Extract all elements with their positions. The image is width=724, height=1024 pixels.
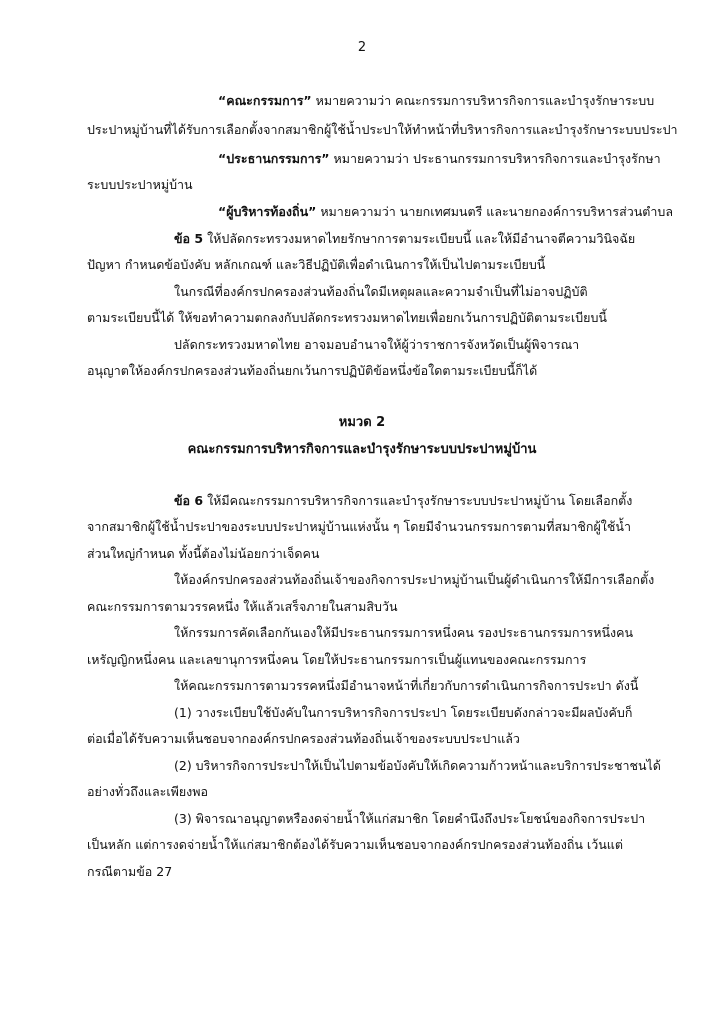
page-number: 2 bbox=[357, 40, 367, 55]
article-6-line-4: ให้องค์กรปกครองส่วนท้องถิ่นเจ้าของกิจการประปาหมู่บ้านเป็นผู้ดำเนินการให้มีการเลือกตั้ง bbox=[174, 572, 655, 587]
article-6-line-7: เหรัญญิกหนึ่งคน และเลขานุการหนึ่งคน โดยให้ประธานกรรมการเป็นผู้แทนของคณะกรรมการ bbox=[87, 652, 587, 667]
definition-term: “ประธานกรรมการ” bbox=[218, 151, 330, 166]
article-6-item-2-line-2: อย่างทั่วถึงและเพียงพอ bbox=[87, 784, 209, 799]
definition-committee-line-2: ประปาหมู่บ้านที่ได้รับการเลือกตั้งจากสมาชิกผู้ใช้น้ำประปาให้ทำหน้าที่บริหารกิจการและบำรุงรักษาระบบประปา bbox=[87, 122, 678, 137]
article-5-line-2: ปัญหา กำหนดข้อบังคับ หลักเกณฑ์ และวิธีปฏิบัติเพื่อดำเนินการให้เป็นไปตามระเบียบนี้ bbox=[87, 257, 546, 272]
definition-local-admin-line-1 bbox=[0, 203, 724, 221]
article-6-item-3-line-2: เป็นหลัก แต่การงดจ่ายน้ำให้แก่สมาชิกต้องได้รับความเห็นชอบจากองค์กรปกครองส่วนท้องถิ่น เว้นแต่ bbox=[87, 837, 623, 852]
article-6-line-3: ส่วนใหญ่กำหนด ทั้งนี้ต้องไม่น้อยกว่าเจ็ดคน bbox=[87, 546, 320, 561]
chapter-number: หมวด 2 bbox=[338, 415, 386, 430]
article-5-line-1 bbox=[0, 230, 724, 248]
article-5-line-4: ตามระเบียบนี้ได้ ให้ขอทำความตกลงกับปลัดกระทรวงมหาดไทยเพื่อยกเว้นการปฏิบัติตามระเบียบนี้ bbox=[87, 310, 607, 325]
article-6-item-2-line-1: (2) บริหารกิจการประปาให้เป็นไปตามข้อบังคับให้เกิดความก้าวหน้าและบริการประชาชนได้ bbox=[174, 758, 661, 773]
article-5-line-6: อนุญาตให้องค์กรปกครองส่วนท้องถิ่นยกเว้นการปฏิบัติข้อหนึ่งข้อใดตามระเบียบนี้ก็ได้ bbox=[87, 363, 538, 378]
article-6-line-8: ให้คณะกรรมการตามวรรคหนึ่งมีอำนาจหน้าที่เกี่ยวกับการดำเนินการกิจการประปา ดังนี้ bbox=[174, 678, 639, 693]
article-6-line-1 bbox=[0, 492, 724, 510]
article-6-line-5: คณะกรรมการตามวรรคหนึ่ง ให้แล้วเสร็จภายในสามสิบวัน bbox=[87, 599, 398, 614]
definition-chairman-line-2: ระบบประปาหมู่บ้าน bbox=[87, 177, 193, 192]
definition-committee-line-1 bbox=[0, 92, 724, 110]
definition-text: หมายความว่า คณะกรรมการบริหารกิจการและบำรุงรักษาระบบ bbox=[311, 93, 655, 108]
article-6-item-3-line-3: กรณีตามข้อ 27 bbox=[87, 864, 173, 879]
article-6-item-1-line-2: ต่อเมื่อได้รับความเห็นชอบจากองค์กรปกครองส่วนท้องถิ่นเจ้าของระบบประปาแล้ว bbox=[87, 731, 520, 746]
definition-term: “ผู้บริหารท้องถิ่น” bbox=[218, 204, 317, 219]
definition-chairman-line-1 bbox=[0, 150, 724, 168]
chapter-title: คณะกรรมการบริหารกิจการและบำรุงรักษาระบบประปาหมู่บ้าน bbox=[187, 442, 537, 457]
article-label: ข้อ 5 bbox=[174, 231, 204, 246]
article-6-line-6: ให้กรรมการคัดเลือกกันเองให้มีประธานกรรมการหนึ่งคน รองประธานกรรมการหนึ่งคน bbox=[174, 625, 634, 640]
article-text: ให้ปลัดกระทรวงมหาดไทยรักษาการตามระเบียบนี้ และให้มีอำนาจตีความวินิจฉัย bbox=[203, 231, 636, 246]
definition-text: หมายความว่า นายกเทศมนตรี และนายกองค์การบริหารส่วนตำบล bbox=[316, 204, 673, 219]
article-5-line-3: ในกรณีที่องค์กรปกครองส่วนท้องถิ่นใดมีเหตุผลและความจำเป็นที่ไม่อาจปฏิบัติ bbox=[174, 284, 588, 299]
article-6-item-3-line-1: (3) พิจารณาอนุญาตหรืองดจ่ายน้ำให้แก่สมาชิก โดยคำนึงถึงประโยชน์ของกิจการประปา bbox=[174, 811, 646, 826]
article-6-item-1-line-1: (1) วางระเบียบใช้บังคับในการบริหารกิจการประปา โดยระเบียบดังกล่าวจะมีผลบังคับก็ bbox=[174, 705, 633, 720]
article-5-line-5: ปลัดกระทรวงมหาดไทย อาจมอบอำนาจให้ผู้ว่าราชการจังหวัดเป็นผู้พิจารณา bbox=[174, 337, 580, 352]
article-text: ให้มีคณะกรรมการบริหารกิจการและบำรุงรักษาระบบประปาหมู่บ้าน โดยเลือกตั้ง bbox=[203, 493, 633, 508]
article-6-line-2: จากสมาชิกผู้ใช้น้ำประปาของระบบประปาหมู่บ้านแห่งนั้น ๆ โดยมีจำนวนกรรมการตามที่สมาชิกผู้ใช้น้ำ bbox=[87, 519, 631, 534]
article-label: ข้อ 6 bbox=[174, 493, 204, 508]
definition-term: “คณะกรรมการ” bbox=[218, 93, 312, 108]
definition-text: หมายความว่า ประธานกรรมการบริหารกิจการและบำรุงรักษา bbox=[329, 151, 661, 166]
